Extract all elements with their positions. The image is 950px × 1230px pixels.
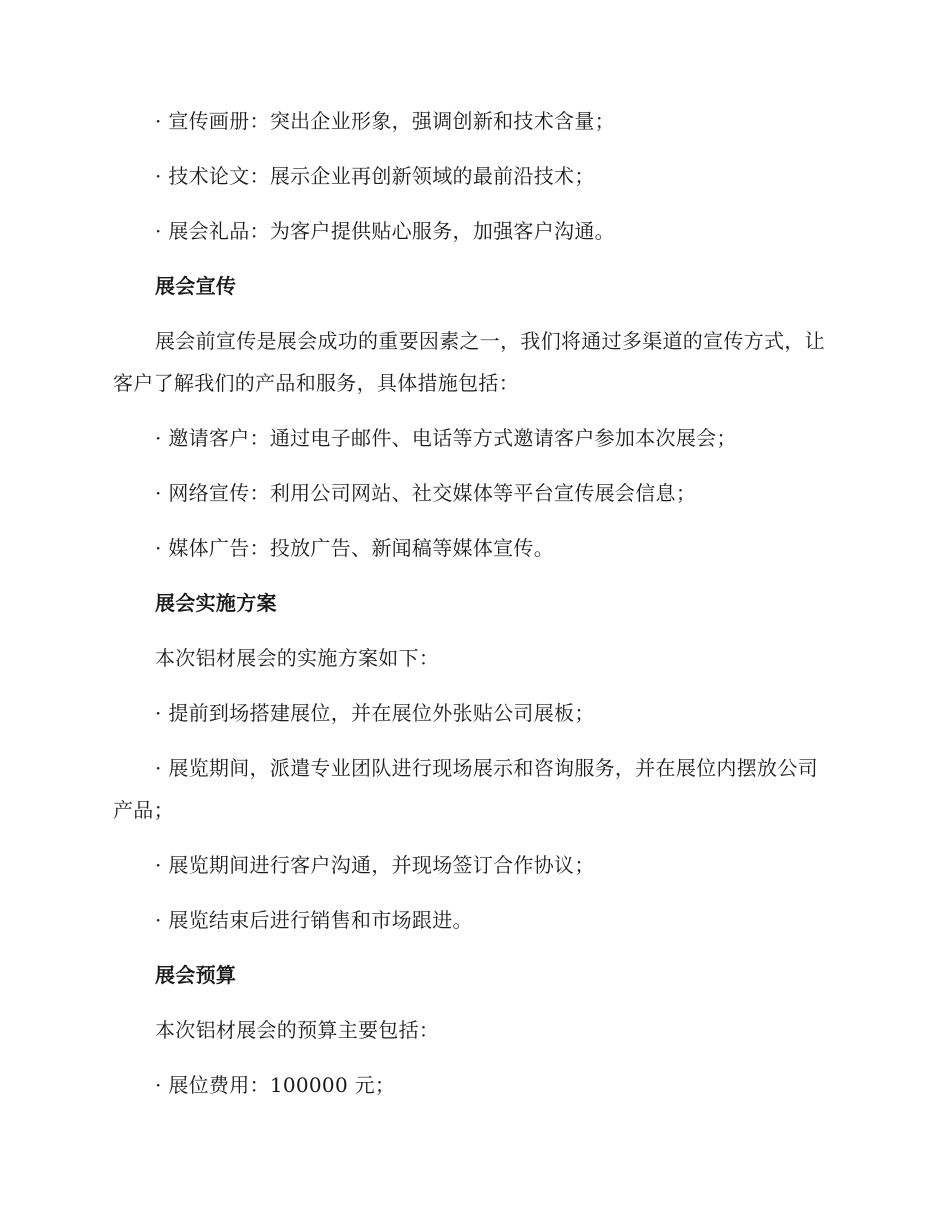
paragraph: 本次铝材展会的实施方案如下： <box>155 646 440 670</box>
list-item: · 展览结束后进行销售和市场跟进。 <box>155 908 473 932</box>
list-item: · 提前到场搭建展位，并在展位外张贴公司展板； <box>155 701 595 725</box>
section-heading: 展会预算 <box>155 963 237 987</box>
paragraph: 本次铝材展会的预算主要包括： <box>155 1018 440 1042</box>
list-item: · 展会礼品：为客户提供贴心服务，加强客户沟通。 <box>155 219 615 243</box>
list-item: · 邀请客户：通过电子邮件、电话等方式邀请客户参加本次展会； <box>155 426 737 450</box>
list-item: · 展位费用：100000 元； <box>155 1073 396 1097</box>
section-heading: 展会宣传 <box>155 274 237 298</box>
list-item: · 网络宣传：利用公司网站、社交媒体等平台宣传展会信息； <box>155 481 697 505</box>
list-item: · 媒体广告：投放广告、新闻稿等媒体宣传。 <box>155 536 555 560</box>
section-heading: 展会实施方案 <box>155 591 277 615</box>
paragraph: 展会前宣传是展会成功的重要因素之一，我们将通过多渠道的宣传方式，让客户了解我们的产品和服务，具体措施包括： <box>113 329 825 395</box>
list-item: · 宣传画册：突出企业形象，强调创新和技术含量； <box>155 109 615 133</box>
list-item: · 技术论文：展示企业再创新领域的最前沿技术； <box>155 164 595 188</box>
list-item: · 展览期间，派遣专业团队进行现场展示和咨询服务，并在展位内摆放公司产品； <box>113 756 818 822</box>
document-body <box>113 100 825 1119</box>
list-item: · 展览期间进行客户沟通，并现场签订合作协议； <box>155 853 595 877</box>
